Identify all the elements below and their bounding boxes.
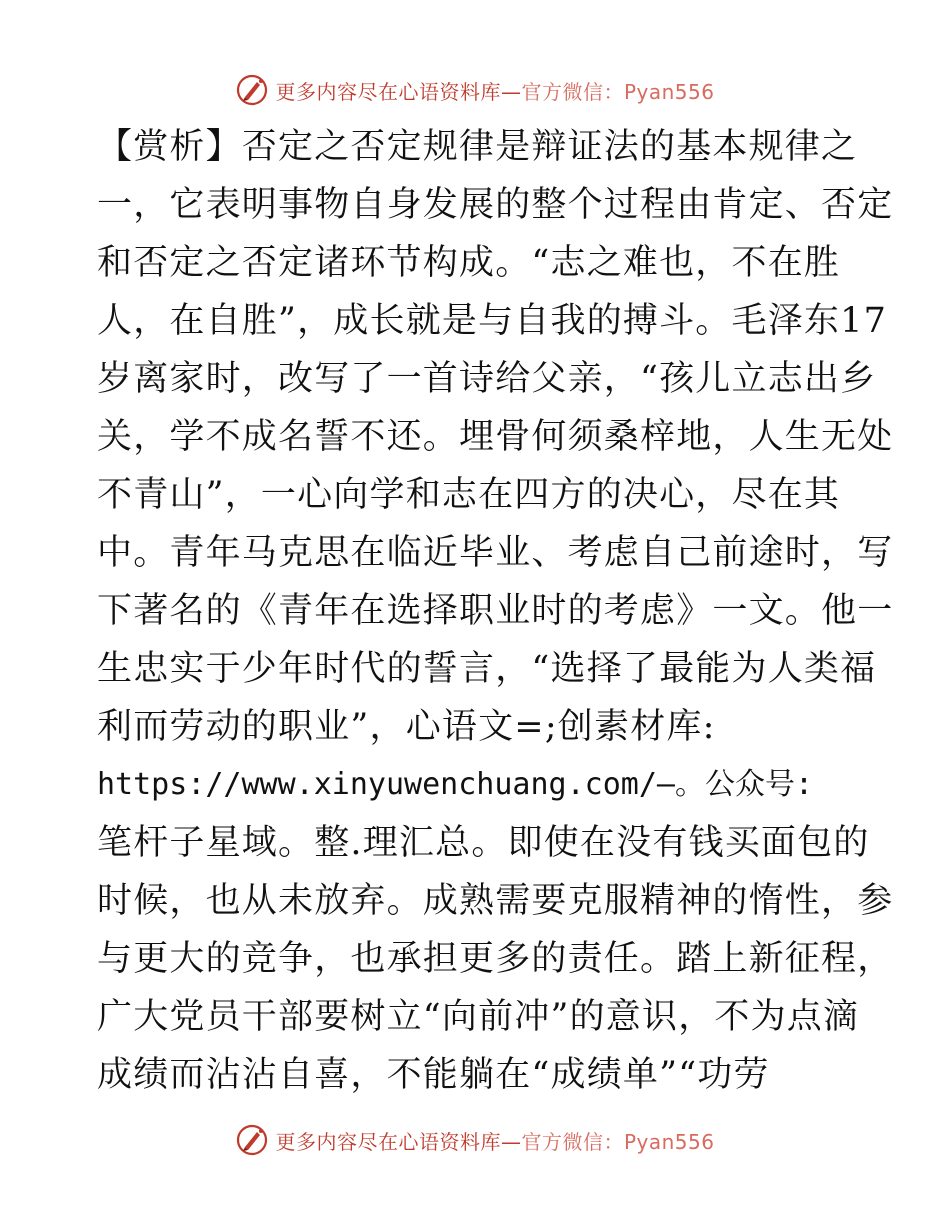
document-body (97, 118, 894, 1104)
body-line: 岁离家时，改写了一首诗给父亲，“孩儿立志出乡 (97, 359, 877, 399)
body-line: 关，学不成名誓不还。埋骨何须桑梓地，人生无处 (97, 417, 894, 457)
footer-wechat-id: 官方微信：Pyan556 (521, 1129, 715, 1154)
header-banner (0, 70, 950, 110)
body-line: 和否定之否定诸环节构成。“志之难也，不在胜 (97, 243, 841, 283)
pen-logo-icon (235, 1123, 269, 1157)
body-line: 广大党员干部要树立“向前冲”的意识，不为点滴 (97, 997, 860, 1037)
body-line: 成绩而沾沾自喜，不能躺在“成绩单”“功劳 (97, 1055, 770, 1095)
header-site-name: 更多内容尽在心语资料库— (275, 79, 522, 104)
body-line: 【赏析】否定之否定规律是辩证法的基本规律之 (97, 127, 858, 167)
body-line-url: https://www.xinyuwenchuang.com/—。公众号: (97, 767, 814, 802)
header-banner-text (275, 76, 714, 105)
body-line: 人，在自胜”，成长就是与自我的搏斗。毛泽东17 (97, 301, 888, 341)
pen-logo-icon (235, 73, 269, 107)
header-wechat-id: 官方微信：Pyan556 (521, 79, 715, 104)
footer-banner (0, 1120, 950, 1160)
body-line: 不青山”，一心向学和志在四方的决心，尽在其 (97, 475, 841, 515)
body-line: 利而劳动的职业”，心语文=;创素材库: (97, 707, 716, 747)
footer-banner-text (275, 1126, 714, 1155)
body-line: 笔杆子星域。整.理汇总。即使在没有钱买面包的 (97, 823, 870, 863)
footer-site-name: 更多内容尽在心语资料库— (275, 1129, 522, 1154)
body-line: 生忠实于少年时代的誓言，“选择了最能为人类福 (97, 649, 877, 689)
body-line: 下著名的《青年在选择职业时的考虑》一文。他一 (97, 591, 894, 631)
body-line: 一，它表明事物自身发展的整个过程由肯定、否定 (97, 185, 894, 225)
body-line: 与更大的竞争，也承担更多的责任。踏上新征程， (97, 939, 894, 979)
body-line: 时候，也从未放弃。成熟需要克服精神的惰性，参 (97, 881, 894, 921)
body-line: 中。青年马克思在临近毕业、考虑自己前途时，写 (97, 533, 894, 573)
